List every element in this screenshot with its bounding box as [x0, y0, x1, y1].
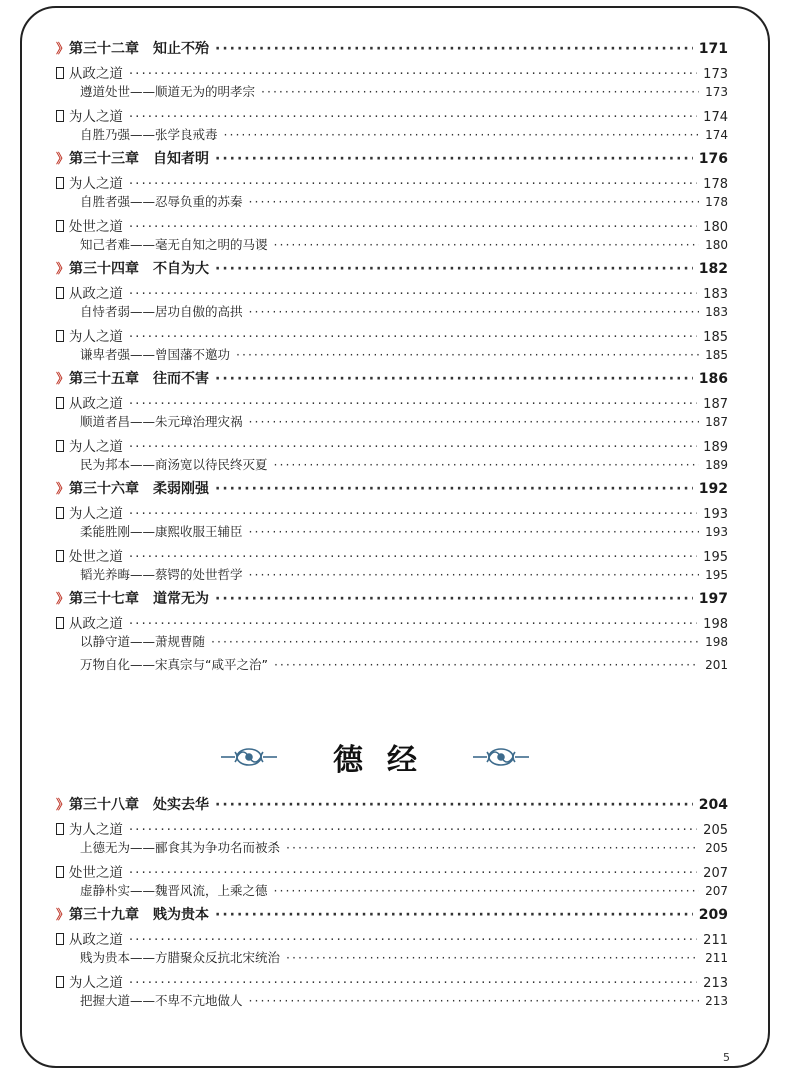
dot-leader — [129, 822, 697, 838]
checkbox-icon — [56, 440, 64, 452]
dot-leader — [274, 657, 699, 672]
checkbox-icon — [56, 67, 64, 79]
checkbox-icon — [56, 397, 64, 409]
dot-leader — [224, 127, 700, 142]
story-label: 顺道者昌——朱元璋治理灾祸 — [80, 414, 243, 429]
page-number: 178 — [705, 195, 728, 209]
dot-leader — [129, 286, 697, 302]
story-label: 以静守道——萧规曹随 — [80, 634, 206, 649]
toc-story-entry[interactable] — [56, 192, 728, 215]
toc-story-entry[interactable] — [56, 632, 728, 655]
toc-story-entry[interactable] — [56, 235, 728, 258]
dot-leader — [129, 66, 697, 82]
chapter-title: 贱为贵本 — [153, 907, 210, 923]
double-chevron-icon: 》 — [56, 372, 70, 387]
section-label: 为人之道 — [68, 439, 123, 455]
toc-story-entry[interactable] — [56, 948, 728, 971]
page-number: 189 — [705, 458, 728, 472]
page-number: 197 — [698, 591, 728, 607]
toc-chapter-entry[interactable] — [56, 794, 728, 818]
page-number: 213 — [703, 976, 728, 991]
dot-leader — [249, 567, 700, 582]
toc-story-entry[interactable] — [56, 565, 728, 588]
section-label: 从政之道 — [68, 286, 123, 302]
double-chevron-icon: 》 — [56, 592, 70, 607]
section-label: 处世之道 — [68, 549, 123, 565]
story-label: 韬光养晦——蔡锷的处世哲学 — [80, 567, 243, 582]
double-chevron-icon: 》 — [56, 42, 70, 57]
dot-leader — [215, 591, 693, 607]
story-label: 柔能胜刚——康熙收服王辅臣 — [80, 524, 243, 539]
page-folio: 5 — [723, 1051, 730, 1064]
dot-leader — [129, 109, 697, 125]
toc-chapter-entry[interactable] — [56, 38, 728, 62]
dot-leader — [129, 865, 697, 881]
dot-leader — [129, 616, 697, 632]
dot-leader — [211, 634, 699, 649]
story-label: 自恃者弱——居功自傲的高拱 — [80, 304, 243, 319]
double-chevron-icon: 》 — [56, 482, 70, 497]
toc-section-entry[interactable] — [56, 612, 728, 632]
toc-chapter-entry[interactable] — [56, 368, 728, 392]
page-number: 198 — [703, 617, 728, 632]
page-number: 186 — [698, 371, 728, 387]
chapter-number: 第三十六章 — [69, 481, 140, 497]
dot-leader — [249, 524, 700, 539]
section-label: 从政之道 — [68, 396, 123, 412]
page-number: 205 — [705, 841, 728, 855]
toc-section-entry[interactable] — [56, 818, 728, 838]
floral-ornament-icon — [471, 744, 531, 770]
checkbox-icon — [56, 287, 64, 299]
dot-leader — [129, 396, 697, 412]
toc-chapter-entry[interactable] — [56, 258, 728, 282]
dot-leader — [286, 950, 699, 965]
floral-ornament-icon — [219, 744, 279, 770]
story-label: 知己者难——毫无自知之明的马谡 — [80, 237, 268, 252]
chapter-number: 第三十九章 — [69, 907, 140, 923]
toc-section-entry[interactable] — [56, 325, 728, 345]
toc-section-entry[interactable] — [56, 215, 728, 235]
checkbox-icon — [56, 866, 64, 878]
toc-section-entry[interactable] — [56, 282, 728, 302]
story-label: 民为邦本——商汤宽以待民终灭夏 — [80, 457, 268, 472]
toc-chapter-entry[interactable] — [56, 904, 728, 928]
dot-leader — [129, 549, 697, 565]
page-number: 204 — [698, 797, 728, 813]
dot-leader — [129, 439, 697, 455]
chapter-number: 第三十五章 — [69, 371, 140, 387]
page-number: 174 — [705, 128, 728, 142]
chapter-title: 处实去华 — [153, 797, 210, 813]
toc-part-2 — [56, 794, 728, 1014]
story-label: 自胜乃强——张学良戒毒 — [80, 127, 218, 142]
toc-section-entry[interactable] — [56, 62, 728, 82]
dot-leader — [129, 176, 697, 192]
story-label: 谦卑者强——曾国藩不邀功 — [80, 347, 231, 362]
toc-section-entry[interactable] — [56, 928, 728, 948]
checkbox-icon — [56, 933, 64, 945]
double-chevron-icon: 》 — [56, 798, 70, 813]
section-label: 为人之道 — [68, 329, 123, 345]
page-number: 187 — [705, 415, 728, 429]
section-label: 为人之道 — [68, 506, 123, 522]
story-label: 自胜者强——忍辱负重的苏秦 — [80, 194, 243, 209]
dot-leader — [215, 907, 693, 923]
section-label: 从政之道 — [68, 932, 123, 948]
page-number: 185 — [705, 348, 728, 362]
toc-section-entry[interactable] — [56, 861, 728, 881]
toc-section-entry[interactable] — [56, 435, 728, 455]
dot-leader — [129, 932, 697, 948]
page-number: 213 — [705, 994, 728, 1008]
story-label: 把握大道——不卑不亢地做人 — [80, 993, 243, 1008]
story-label: 遵道处世——顺道无为的明孝宗 — [80, 84, 256, 99]
section-label: 从政之道 — [68, 66, 123, 82]
toc-story-entry[interactable] — [56, 82, 728, 105]
toc-story-entry[interactable] — [56, 412, 728, 435]
chapter-title: 道常无为 — [153, 591, 210, 607]
page-number: 192 — [698, 481, 728, 497]
toc-chapter-entry[interactable] — [56, 478, 728, 502]
page-number: 171 — [698, 41, 728, 57]
story-label: 万物自化——宋真宗与“咸平之治” — [80, 657, 268, 672]
page-number: 195 — [705, 568, 728, 582]
toc-part-1 — [56, 38, 728, 678]
toc-chapter-entry[interactable] — [56, 148, 728, 172]
chapter-title: 知止不殆 — [153, 41, 210, 57]
page-number: 193 — [703, 507, 728, 522]
double-chevron-icon: 》 — [56, 262, 70, 277]
double-chevron-icon: 》 — [56, 908, 70, 923]
chapter-title: 往而不害 — [153, 371, 210, 387]
checkbox-icon — [56, 550, 64, 562]
page-number: 185 — [703, 330, 728, 345]
chapter-number: 第三十二章 — [69, 41, 140, 57]
toc-story-entry[interactable] — [56, 455, 728, 478]
toc-story-entry[interactable] — [56, 655, 728, 678]
page-number: 173 — [703, 67, 728, 82]
dot-leader — [215, 41, 693, 57]
toc-section-entry[interactable] — [56, 105, 728, 125]
checkbox-icon — [56, 220, 64, 232]
dot-leader — [215, 481, 693, 497]
page-number: 187 — [703, 397, 728, 412]
toc-story-entry[interactable] — [56, 345, 728, 368]
checkbox-icon — [56, 330, 64, 342]
page-number: 176 — [698, 151, 728, 167]
chapter-number: 第三十七章 — [69, 591, 140, 607]
section-label: 为人之道 — [68, 109, 123, 125]
page-number: 174 — [703, 110, 728, 125]
dot-leader — [215, 797, 693, 813]
chapter-title: 柔弱刚强 — [153, 481, 210, 497]
toc-story-entry[interactable] — [56, 125, 728, 148]
page-number: 173 — [705, 85, 728, 99]
dot-leader — [236, 347, 699, 362]
toc-section-entry[interactable] — [56, 502, 728, 522]
dot-leader — [249, 304, 700, 319]
page-number: 198 — [705, 635, 728, 649]
page-number: 205 — [703, 823, 728, 838]
dot-leader — [215, 151, 693, 167]
checkbox-icon — [56, 110, 64, 122]
toc-story-entry[interactable] — [56, 302, 728, 325]
dot-leader — [129, 506, 697, 522]
chapter-number: 第三十四章 — [69, 261, 140, 277]
toc-section-entry[interactable] — [56, 392, 728, 412]
divider-title: 德经 — [333, 743, 441, 778]
toc-section-entry[interactable] — [56, 172, 728, 192]
section-label: 为人之道 — [68, 975, 123, 991]
page-number: 207 — [703, 866, 728, 881]
page-number: 178 — [703, 177, 728, 192]
checkbox-icon — [56, 507, 64, 519]
toc-story-entry[interactable] — [56, 522, 728, 545]
toc-section-entry[interactable] — [56, 971, 728, 991]
chapter-number: 第三十三章 — [69, 151, 140, 167]
page-number: 180 — [705, 238, 728, 252]
dot-leader — [129, 329, 697, 345]
toc-story-entry[interactable] — [56, 838, 728, 861]
toc-section-entry[interactable] — [56, 545, 728, 565]
section-divider — [0, 732, 750, 782]
page-number: 211 — [705, 951, 728, 965]
page-number: 209 — [698, 907, 728, 923]
page-number: 201 — [705, 658, 728, 672]
page-number: 207 — [705, 884, 728, 898]
page-number: 195 — [703, 550, 728, 565]
dot-leader — [215, 261, 693, 277]
dot-leader — [129, 975, 697, 991]
section-label: 从政之道 — [68, 616, 123, 632]
dot-leader — [249, 414, 700, 429]
dot-leader — [249, 194, 700, 209]
page-number: 183 — [703, 287, 728, 302]
double-chevron-icon: 》 — [56, 152, 70, 167]
dot-leader — [274, 237, 700, 252]
toc-chapter-entry[interactable] — [56, 588, 728, 612]
toc-story-entry[interactable] — [56, 881, 728, 904]
dot-leader — [274, 883, 700, 898]
dot-leader — [215, 371, 693, 387]
page-number: 193 — [705, 525, 728, 539]
section-label: 为人之道 — [68, 176, 123, 192]
dot-leader — [249, 993, 700, 1008]
page-number: 180 — [703, 220, 728, 235]
dot-leader — [274, 457, 700, 472]
checkbox-icon — [56, 177, 64, 189]
page-number: 211 — [703, 933, 728, 948]
chapter-number: 第三十八章 — [69, 797, 140, 813]
section-label: 为人之道 — [68, 822, 123, 838]
toc-story-entry[interactable] — [56, 991, 728, 1014]
story-label: 上德无为——郦食其为争功名而被杀 — [80, 840, 281, 855]
page-number: 183 — [705, 305, 728, 319]
checkbox-icon — [56, 976, 64, 988]
checkbox-icon — [56, 617, 64, 629]
chapter-title: 自知者明 — [153, 151, 210, 167]
story-label: 虚静朴实——魏晋风流，上乘之德 — [80, 883, 268, 898]
dot-leader — [261, 84, 699, 99]
story-label: 贱为贵本——方腊聚众反抗北宋统治 — [80, 950, 281, 965]
page-number: 182 — [698, 261, 728, 277]
checkbox-icon — [56, 823, 64, 835]
chapter-title: 不自为大 — [153, 261, 210, 277]
section-label: 处世之道 — [68, 865, 123, 881]
page-number: 189 — [703, 440, 728, 455]
dot-leader — [129, 219, 697, 235]
section-label: 处世之道 — [68, 219, 123, 235]
dot-leader — [286, 840, 699, 855]
